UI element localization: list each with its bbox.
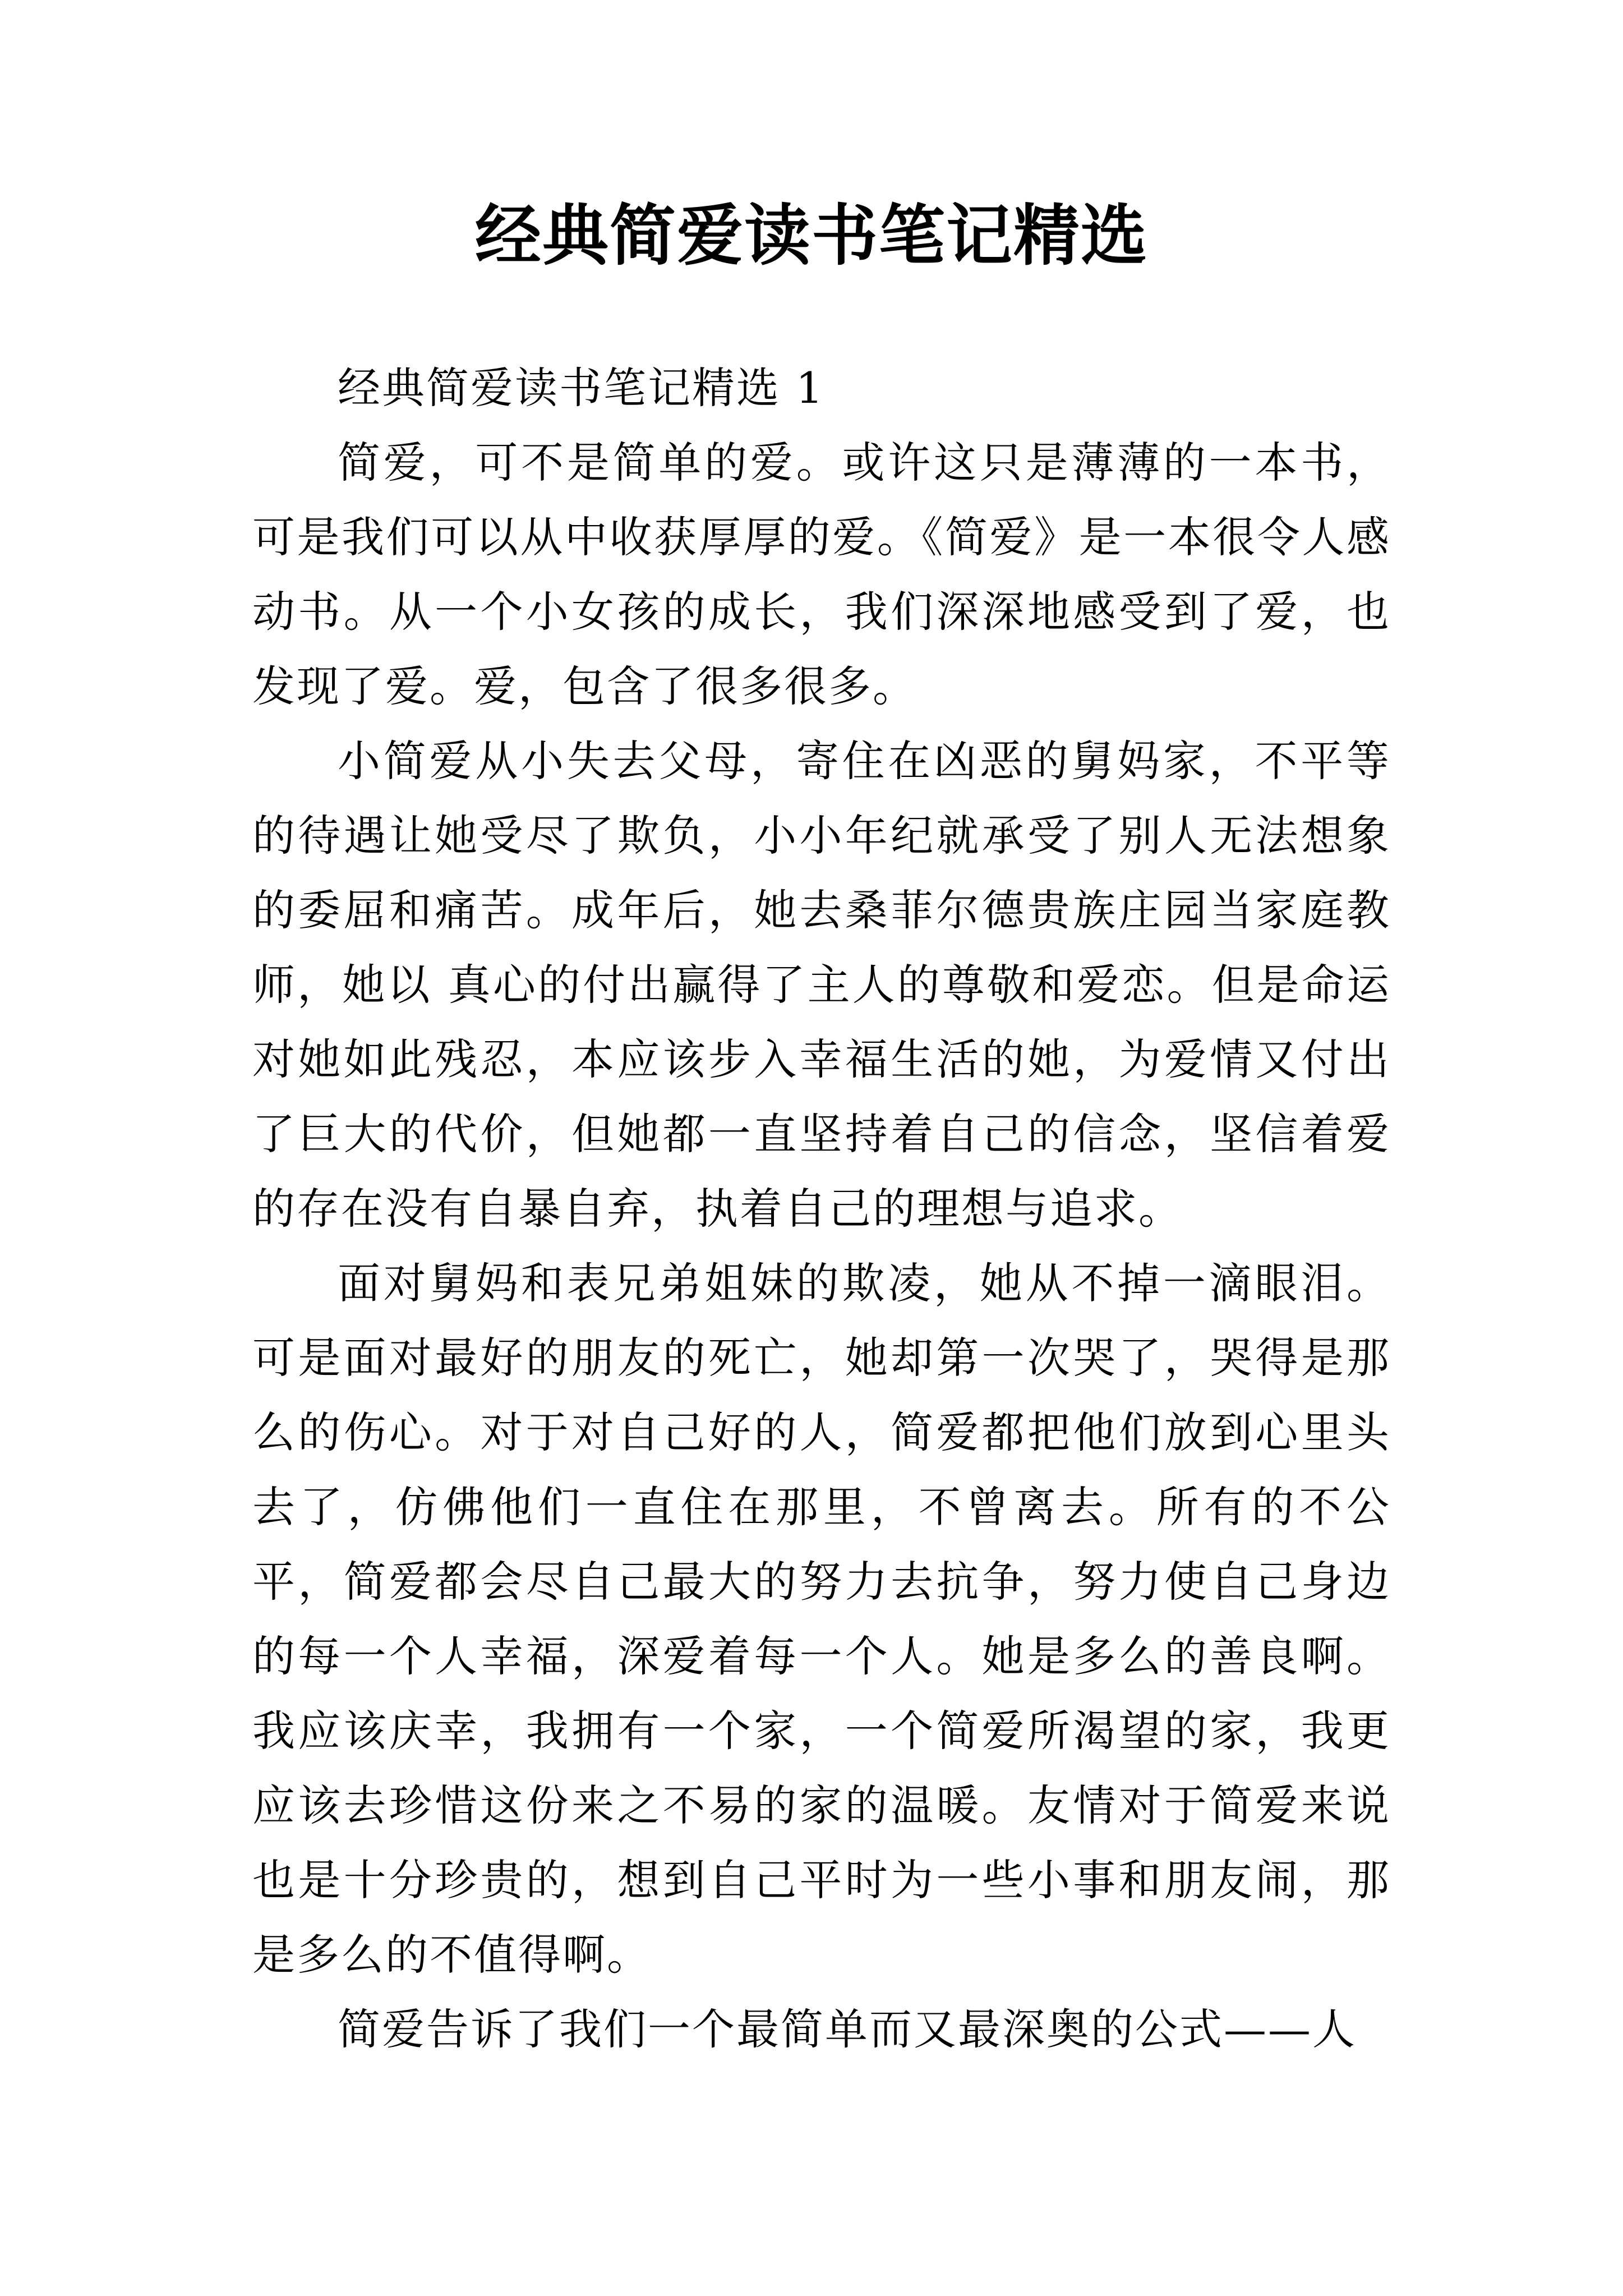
- paragraph-4: 简爱告诉了我们一个最简单而又最深奥的公式——人: [338, 2004, 1357, 2054]
- paragraph-1: 简爱，可不是简单的爱。或许这只是薄薄的一本书，可是我们可以从中收获厚厚的爱。《简爱》是一本很令人感动书。从一个小女孩的成长，我们深深地感受到了爱，也发现了爱。爱，包含了很多很多。: [252, 438, 1391, 711]
- document-title: 经典简爱读书笔记精选: [474, 196, 1148, 274]
- section-heading: 经典简爱读书笔记精选 1: [338, 363, 825, 413]
- paragraph-3: 面对舅妈和表兄弟姐妹的欺凌，她从不掉一滴眼泪。可是面对最好的朋友的死亡，她却第一次哭了，哭得是那么的伤心。对于对自己好的人，简爱都把他们放到心里头去了，仿佛他们一直住在那里，不曾离去。所有的不公平，简爱都会尽自己最大的努力去抗争，努力使自己身边的每一个人幸福，深爱着每一个人。她是多么的善良啊。我应该庆幸，我拥有一个家，一个简爱所渴望的家，我更应该去珍惜这份来之不易的家的温暖。友情对于简爱来说也是十分珍贵的，想到自己平时为一些小事和朋友闹，那是多么的不值得啊。: [252, 1258, 1391, 1980]
- document-body: [252, 351, 1391, 2067]
- paragraph-2: 小简爱从小失去父母，寄住在凶恶的舅妈家，不平等的待遇让她受尽了欺负，小小年纪就承受了别人无法想象的委屈和痛苦。成年后，她去桑菲尔德贵族庄园当家庭教师，她以 真心的付出赢得了主人的尊敬和爱恋。但是命运对她如此残忍，本应该步入幸福生活的她，为爱情又付出了巨大的代价，但她都一直坚持着自己的信念，坚信着爱的存在没有自暴自弃，执着自己的理想与追求。: [252, 736, 1391, 1234]
